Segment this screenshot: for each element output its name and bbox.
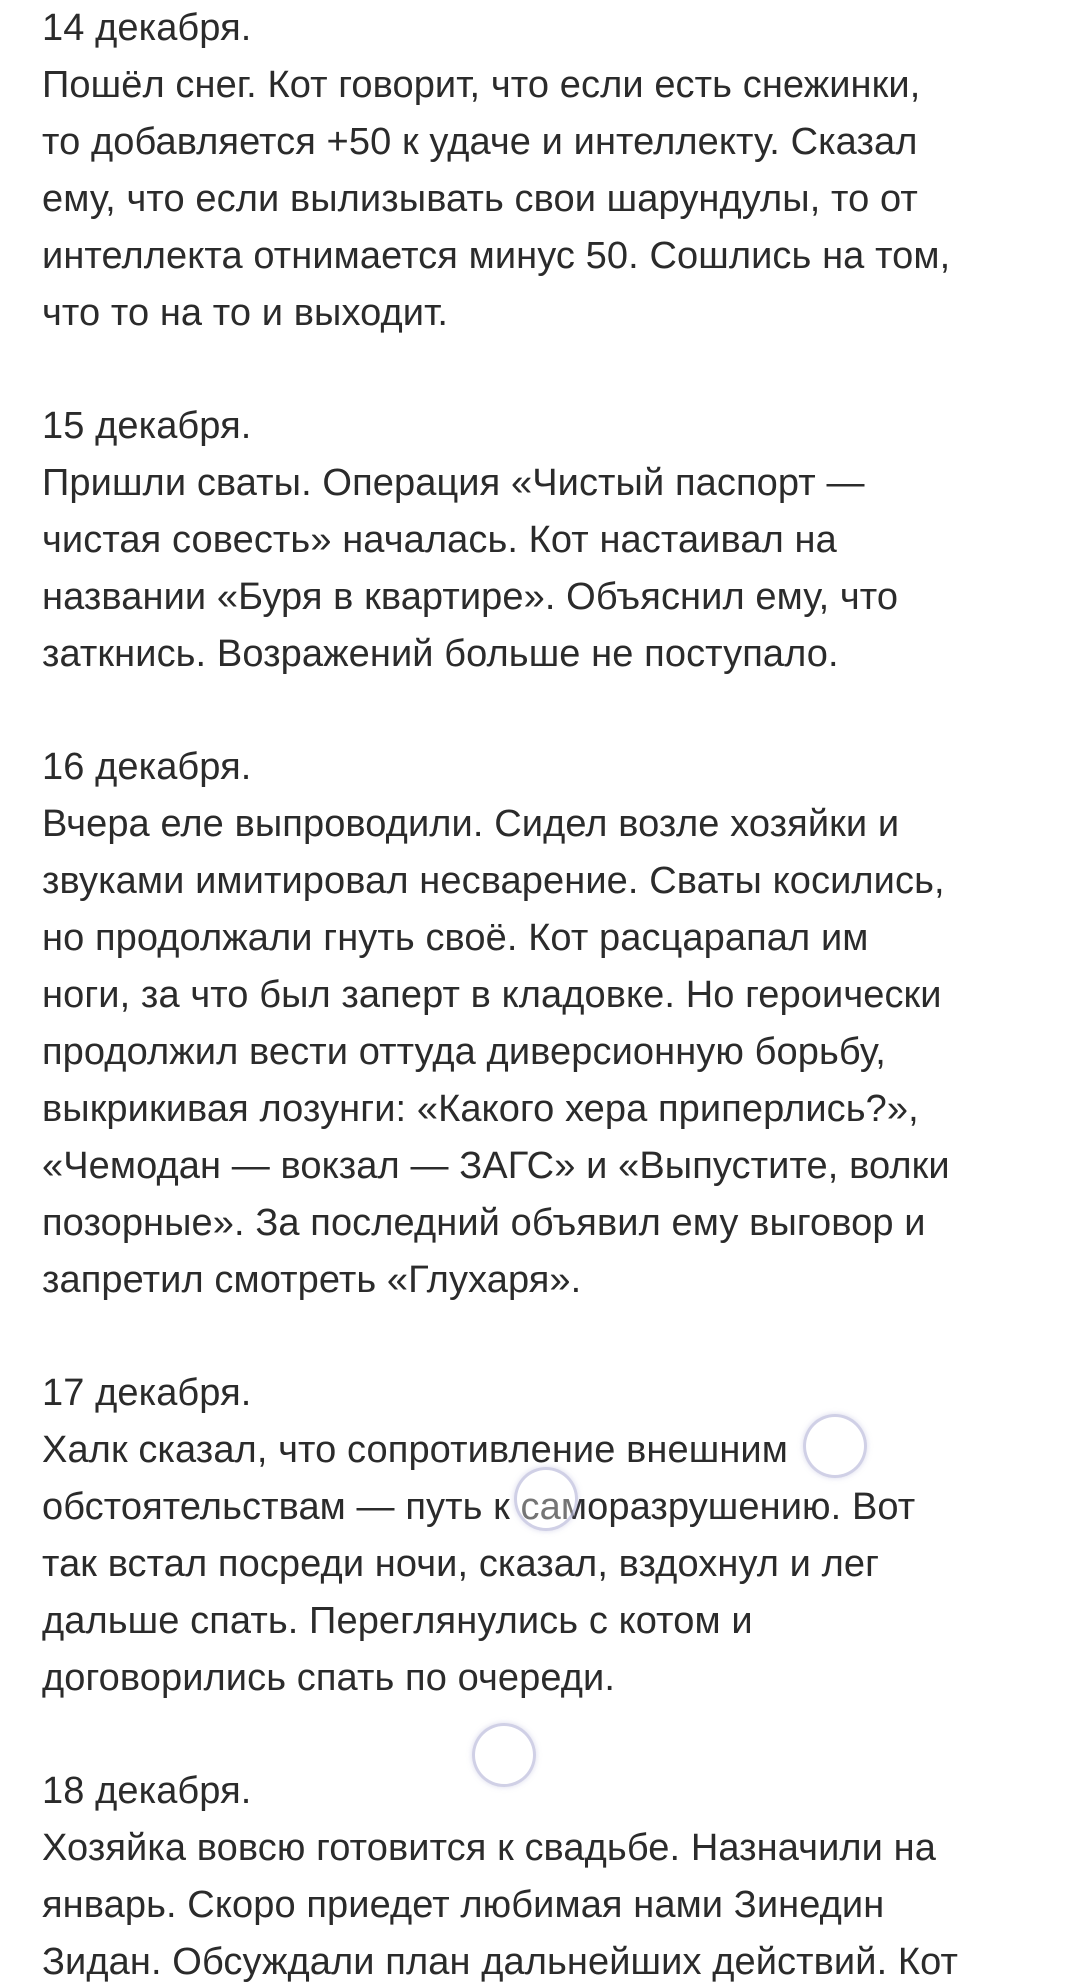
diary-entry-15-dec xyxy=(42,398,1052,683)
paragraph-spacer xyxy=(42,1707,1052,1763)
entry-text-line: интеллекта отнимается минус 50. Сошлись на том, xyxy=(42,235,951,277)
entry-text-line: ноги, за что был заперт в кладовке. Но героически xyxy=(42,974,942,1016)
entry-text-line: Вчера еле выпроводили. Сидел возле хозяйки и xyxy=(42,803,900,845)
entry-text-line: заткнись. Возражений больше не поступало. xyxy=(42,633,839,675)
entry-date: 18 декабря. xyxy=(42,1770,252,1812)
entry-text-line: позорные». За последний объявил ему выговор и xyxy=(42,1202,926,1244)
entry-text-line: Зидан. Обсуждали план дальнейших действий. Кот xyxy=(42,1941,959,1982)
entry-text-line: Хозяйка вовсю готовится к свадьбе. Назначили на xyxy=(42,1827,936,1869)
article-body xyxy=(42,0,1052,1982)
entry-text-line: дальше спать. Переглянулись с котом и xyxy=(42,1600,753,1642)
entry-date: 17 декабря. xyxy=(42,1372,252,1414)
paragraph-spacer xyxy=(42,683,1052,739)
entry-text-line: ему, что если вылизывать свои шарундулы, то от xyxy=(42,178,918,220)
entry-text-line: продолжил вести оттуда диверсионную борьбу, xyxy=(42,1031,886,1073)
entry-text-line: названии «Буря в квартире». Объяснил ему, что xyxy=(42,576,899,618)
entry-text-line: январь. Скоро приедет любимая нами Зинедин xyxy=(42,1884,885,1926)
touch-indicator-icon xyxy=(472,1723,536,1787)
entry-text-line: то добавляется +50 к удаче и интеллекту. Сказал xyxy=(42,121,918,163)
diary-entry-18-dec xyxy=(42,1763,1052,1982)
diary-entry-16-dec xyxy=(42,739,1052,1309)
paragraph-spacer xyxy=(42,1309,1052,1365)
entry-text-line: выкрикивая лозунги: «Какого хера приперлись?», xyxy=(42,1088,919,1130)
entry-text-line: Халк сказал, что сопротивление внешним xyxy=(42,1429,788,1471)
entry-text-line: чистая совесть» началась. Кот настаивал на xyxy=(42,519,837,561)
entry-text-line: так встал посреди ночи, сказал, вздохнул и лег xyxy=(42,1543,880,1585)
entry-text-line: Пришли сваты. Операция «Чистый паспорт — xyxy=(42,462,865,504)
entry-text-line: договорились спать по очереди. xyxy=(42,1657,615,1699)
entry-date: 16 декабря. xyxy=(42,746,252,788)
paragraph-spacer xyxy=(42,342,1052,398)
touch-indicator-icon xyxy=(514,1467,578,1531)
entry-date: 15 декабря. xyxy=(42,405,252,447)
diary-entry-14-dec xyxy=(42,0,1052,342)
entry-text-line: звуками имитировал несварение. Сваты косились, xyxy=(42,860,945,902)
entry-text-line: что то на то и выходит. xyxy=(42,292,449,334)
touch-indicator-icon xyxy=(803,1414,867,1478)
entry-text-line: «Чемодан — вокзал — ЗАГС» и «Выпустите, волки xyxy=(42,1145,950,1187)
entry-text-line: обстоятельствам — путь к саморазрушению. Вот xyxy=(42,1486,916,1528)
entry-text-line: Пошёл снег. Кот говорит, что если есть снежинки, xyxy=(42,64,921,106)
diary-entry-17-dec xyxy=(42,1365,1052,1707)
entry-text-line: но продолжали гнуть своё. Кот расцарапал им xyxy=(42,917,869,959)
entry-text-line: запретил смотреть «Глухаря». xyxy=(42,1259,582,1301)
entry-date: 14 декабря. xyxy=(42,7,252,49)
